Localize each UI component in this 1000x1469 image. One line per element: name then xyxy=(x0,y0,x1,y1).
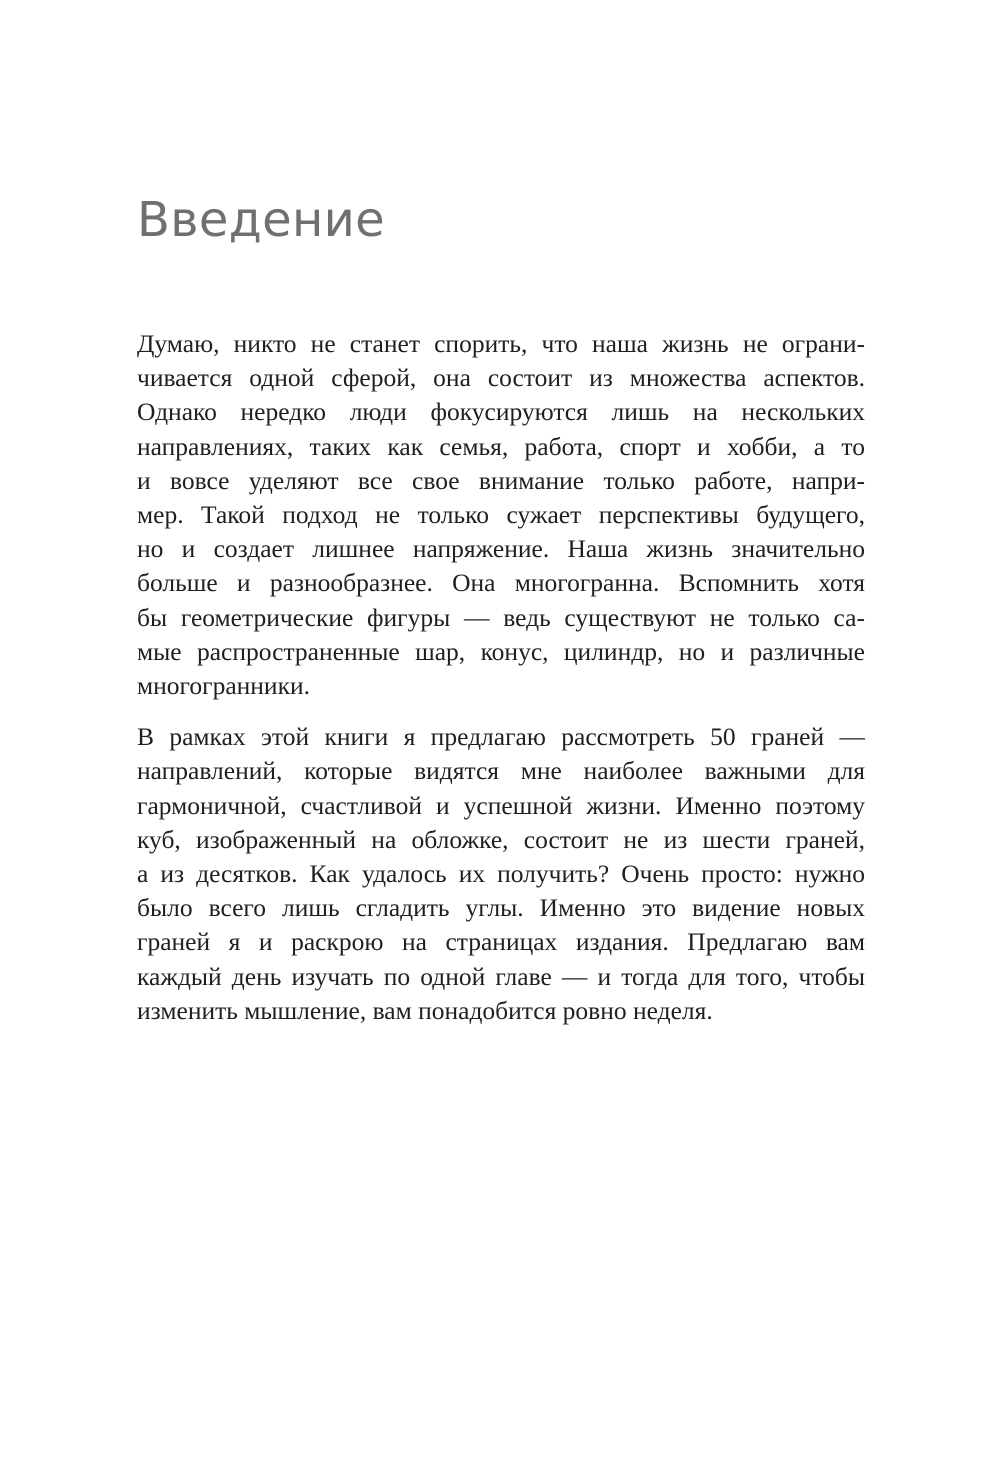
text-line: направлений, которые видятся мне наиболее важными для xyxy=(137,756,865,786)
text-line: Однако нередко люди фокусируются лишь на нескольких xyxy=(137,397,865,427)
text-line: Думаю, никто не станет спорить, что наша жизнь не ограни- xyxy=(137,329,865,358)
paragraph-1 xyxy=(137,327,865,703)
chapter-title: Введение xyxy=(137,192,385,248)
text-line: больше и разнообразнее. Она многогранна. Вспомнить хотя xyxy=(137,568,865,598)
text-line: граней я и раскрою на страницах издания. Предлагаю вам xyxy=(137,927,865,957)
text-line: мые распространенные шар, конус, цилиндр, но и различные xyxy=(137,636,865,666)
text-line: В рамках этой книги я предлагаю рассмотреть 50 граней — xyxy=(137,722,865,752)
text-line: гармоничной, счастливой и успешной жизни. Именно поэтому xyxy=(137,790,865,820)
text-line: чивается одной сферой, она состоит из множества аспектов. xyxy=(137,363,865,393)
text-line: было всего лишь сгладить углы. Именно это видение новых xyxy=(137,893,865,923)
text-line: но и создает лишнее напряжение. Наша жизнь значительно xyxy=(137,534,865,564)
text-line: изменить мышление, вам понадобится ровно неделя. xyxy=(137,995,713,1025)
text-line: мер. Такой подход не только сужает перспективы будущего, xyxy=(137,500,865,530)
text-line: куб, изображенный на обложке, состоит не из шести граней, xyxy=(137,824,865,854)
text-line: а из десятков. Как удалось их получить? Очень просто: нужно xyxy=(137,859,865,889)
paragraph-2 xyxy=(137,720,865,1028)
text-line: бы геометрические фигуры — ведь существуют не только са- xyxy=(137,602,865,632)
text-line: каждый день изучать по одной главе — и тогда для того, чтобы xyxy=(137,961,865,991)
text-line: многогранники. xyxy=(137,671,310,701)
body-text xyxy=(137,327,865,1028)
text-line: и вовсе уделяют все свое внимание только работе, напри- xyxy=(137,465,865,495)
text-line: направлениях, таких как семья, работа, спорт и хобби, а то xyxy=(137,431,865,461)
